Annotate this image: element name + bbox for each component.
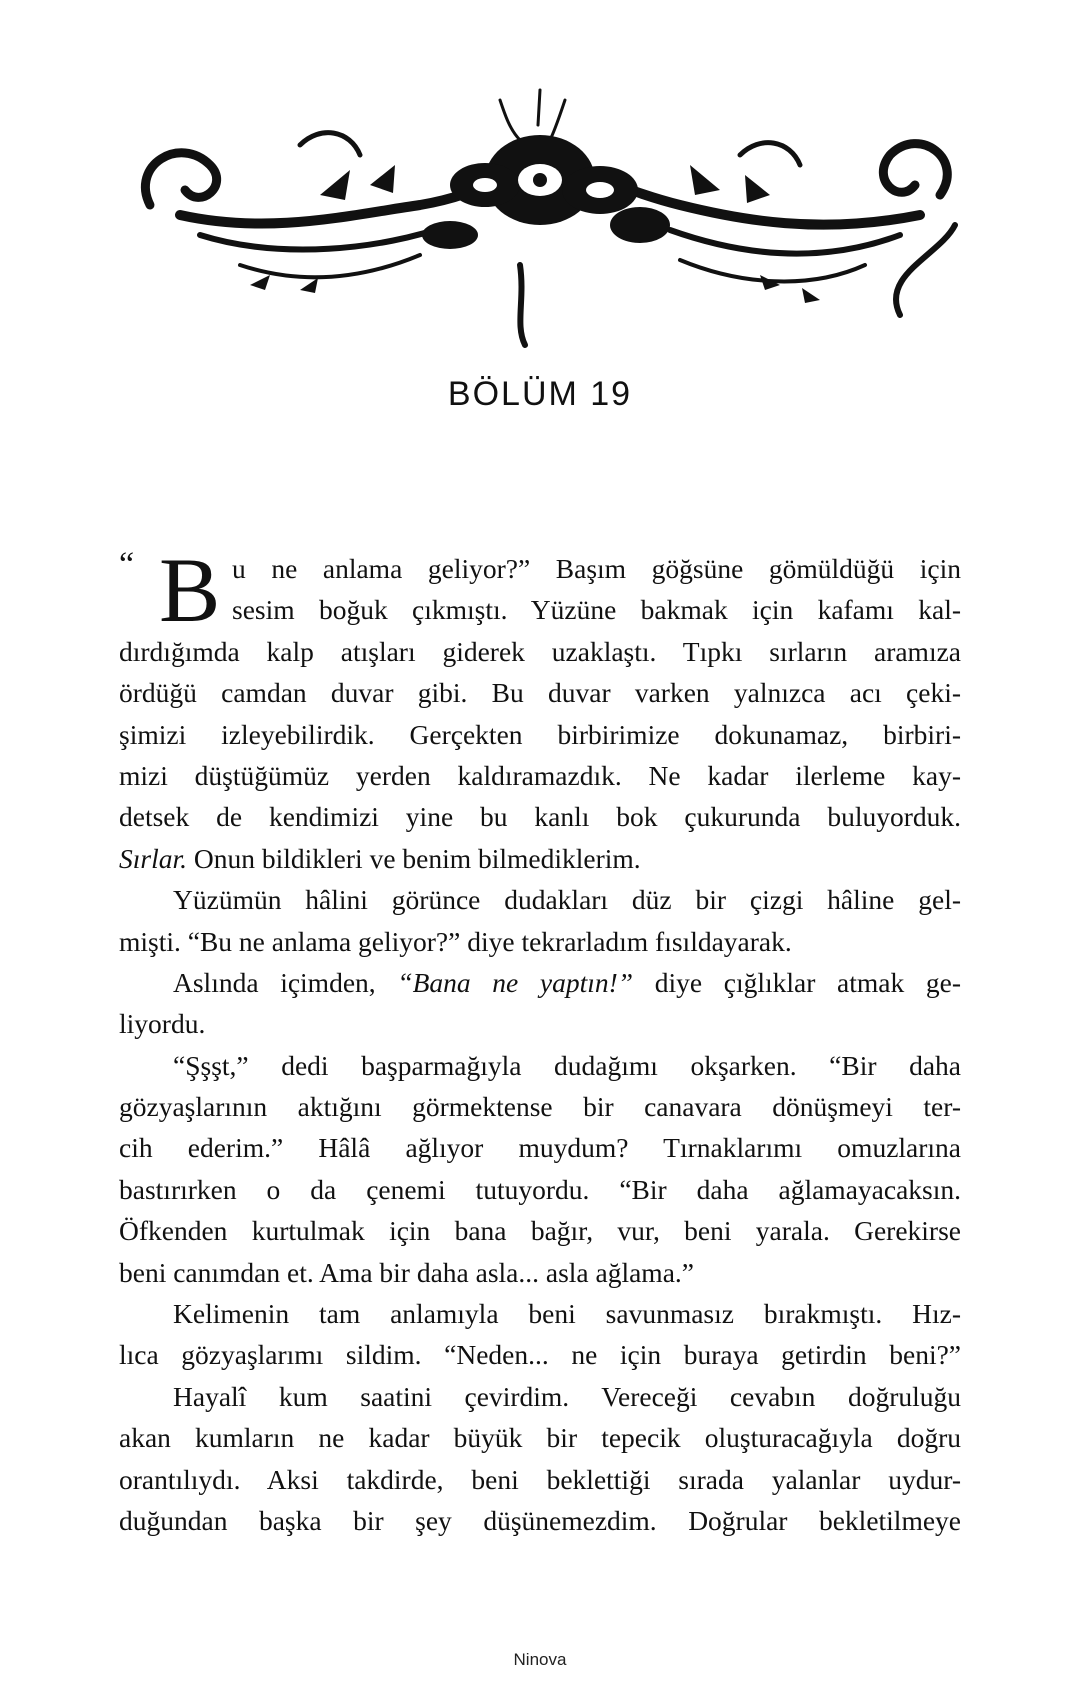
text-line — [119, 1459, 961, 1500]
text-line — [119, 1045, 961, 1086]
chapter-title: BÖLÜM 19 — [447, 375, 633, 413]
text-line — [119, 1376, 961, 1417]
text-line — [119, 1252, 961, 1293]
text-line — [119, 755, 961, 796]
body-text — [119, 539, 961, 1541]
text-line — [119, 796, 961, 837]
text-span: sesim boğuk çıkmıştı. Yüzüne bakmak için kafamı kal- — [232, 594, 961, 626]
text-span: Öfkenden kurtulmak için bana bağır, vur, beni yarala. Gerekirse — [119, 1215, 961, 1247]
text-line — [119, 589, 961, 630]
text-span: mizi düştüğümüz yerden kaldıramazdık. Ne kadar ilerleme kay- — [119, 759, 961, 791]
text-span: duğundan başka bir şey düşünemezdim. Doğrular bekletilmeye — [119, 1504, 961, 1536]
footer-publisher: Ninova — [513, 1650, 567, 1669]
text-line — [119, 1293, 961, 1334]
text-span: detsek de kendimizi yine bu kanlı bok çukurunda buluyorduk. — [119, 801, 961, 833]
opening-quote: “ — [119, 546, 135, 583]
text-line — [119, 1169, 961, 1210]
text-line — [119, 1086, 961, 1127]
text-span: Hayalî kum saatini çevirdim. Vereceği cevabın doğruluğu — [173, 1380, 961, 1412]
text-line — [119, 631, 961, 672]
text-span: şimizi izleyebilirdik. Gerçekten birbirimize dokunamaz, birbiri- — [119, 718, 961, 750]
text-line — [119, 1500, 961, 1541]
text-span: akan kumların ne kadar büyük bir tepecik oluşturacağıyla doğru — [119, 1422, 961, 1454]
text-line — [119, 921, 961, 962]
text-span: liyordu. — [119, 1008, 206, 1040]
text-span: mişti. “Bu ne anlama geliyor?” diye tekrarladım fısıldayarak. — [119, 925, 792, 957]
text-span: dırdığımda kalp atışları giderek uzaklaştı. Tıpkı sırların aramıza — [119, 635, 961, 667]
text-line — [119, 1334, 961, 1375]
drop-cap-letter: B — [159, 539, 221, 641]
text-span: “Şşşt,” dedi başparmağıyla dudağımı okşarken. “Bir daha — [173, 1049, 961, 1081]
text-span: gözyaşlarının aktığını görmektense bir canavara dönüşmeyi ter- — [119, 1091, 961, 1123]
text-line — [119, 1127, 961, 1168]
text-line — [119, 1210, 961, 1251]
text-line — [119, 714, 961, 755]
text-line — [119, 1003, 961, 1044]
text-span: cih ederim.” Hâlâ ağlıyor muydum? Tırnaklarımı omuzlarına — [119, 1132, 961, 1164]
text-line — [119, 838, 961, 879]
text-span: beni canımdan et. Ama bir daha asla... asla ağlama.” — [119, 1256, 694, 1288]
text-line — [119, 672, 961, 713]
floral-scroll-ornament-icon — [120, 85, 970, 355]
text-line — [119, 548, 961, 589]
italic-text: Sırlar. — [119, 842, 188, 874]
text-line — [119, 962, 961, 1003]
text-span: bastırırken o da çenemi tutuyordu. “Bir daha ağlamayacaksın. — [119, 1173, 961, 1205]
text-span: u ne anlama geliyor?” Başım göğsüne gömüldüğü için — [232, 553, 961, 584]
text-span: Aslında içimden, — [173, 966, 398, 998]
text-span: lıca gözyaşlarımı sildim. “Neden... ne için buraya getirdin beni?” — [119, 1339, 961, 1371]
text-span: Onun bildikleri ve benim bilmediklerim. — [187, 842, 641, 874]
text-line — [119, 879, 961, 920]
text-line — [119, 1417, 961, 1458]
text-span: Yüzümün hâlini görünce dudakları düz bir çizgi hâline gel- — [173, 884, 961, 916]
text-span: orantılıydı. Aksi takdirde, beni beklettiği sırada yalanlar uydur- — [119, 1463, 961, 1495]
text-span: ördüğü camdan duvar gibi. Bu duvar varken yalnızca acı çeki- — [119, 677, 961, 709]
text-span: diye çığlıklar atmak ge- — [633, 966, 961, 998]
italic-text: “Bana ne yaptın!” — [397, 966, 634, 998]
text-span: Kelimenin tam anlamıyla beni savunmasız bırakmıştı. Hız- — [173, 1298, 961, 1330]
